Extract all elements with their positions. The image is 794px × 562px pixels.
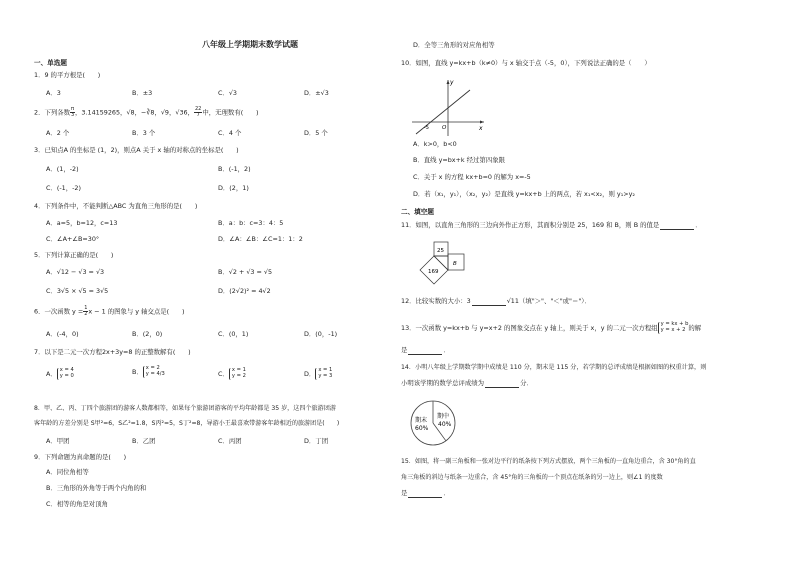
q1-option-d: D．±√3 — [304, 89, 329, 97]
question-8-line-1: 8．甲、乙、丙、丁四个旅游团的游客人数都相等，如果每个旅游团游客的平均年龄都是 35 岁，这四个旅游团游 — [34, 405, 336, 412]
slice-value-midterm: 40% — [438, 421, 452, 428]
answer-blank[interactable] — [408, 348, 442, 355]
area-label-169: 169 — [428, 269, 439, 275]
section-fill-blank: 二、填空题 — [401, 208, 434, 216]
q4-option-c: C．∠A+∠B=30° — [46, 235, 100, 243]
answer-blank[interactable] — [408, 491, 442, 498]
q5-option-c: C．3√5 × √5 = 3√5 — [46, 287, 109, 295]
answer-blank[interactable] — [472, 299, 506, 306]
slice-value-final: 60% — [415, 425, 429, 432]
q7-option-b: B． x = 2 y = 4/3 — [132, 365, 165, 377]
question-1: 1．9 的平方根是( ) — [34, 71, 101, 79]
q9-option-c: C．相等的角是对顶角 — [46, 500, 108, 508]
q4-option-b: B．a：b：c=3：4：5 — [218, 219, 284, 227]
q9-option-b: B．三角形的外角等于两个内角的和 — [46, 484, 147, 492]
question-3: 3．已知点A 的坐标是 (1，2)，则点A 关于 x 轴的对称点的坐标是( ) — [34, 146, 239, 154]
y-label: y — [450, 79, 454, 86]
equation-system: x = 2 y = 4/3 — [143, 366, 165, 378]
q2-option-a: A．2 个 — [46, 129, 70, 137]
q10-option-d: D．若（x₁，y₁），（x₂，y₂）是直线 y=kx+b 上的两点，若 x₁<x₂，则 y₁>y₂ — [413, 190, 635, 198]
section-single-choice: 一、单选题 — [34, 59, 67, 67]
q9-option-a: A．同位角相等 — [46, 468, 89, 476]
q6-option-c: C．(0，1) — [218, 330, 249, 338]
q5-option-d: D．(2√2)² = 4√2 — [218, 287, 271, 295]
q4-option-a: A．a=5，b=12，c=13 — [46, 219, 118, 227]
question-8-line-2: 客年龄的方差分别是 S甲²=6，S乙²=1.8，S丙²=5，S丁²=8，导游小王最喜欢带游客年龄相近的旅游团是( ) — [34, 420, 340, 427]
q3-option-c: C．(-1，-2) — [46, 184, 81, 192]
q3-option-b: B．(-1，2) — [218, 165, 251, 173]
q10-option-c: C．关于 x 的方程 kx+b=0 的解为 x=-5 — [413, 173, 531, 181]
q14-weight-pie-chart — [408, 398, 458, 448]
question-4: 4．下列条件中，不能判断△ABC 为直角三角形的是( ) — [34, 202, 198, 210]
question-15-line-2: 角三角板的斜边与纸条一边重合，含 45°角的三角板的一个顶点在纸条的另一边上，则∠1 的度数 — [401, 474, 663, 481]
answer-blank[interactable] — [660, 223, 694, 230]
question-7: 7．以下是二元一次方程2x+3y=8 的正整数解有( ) — [34, 348, 191, 356]
question-11: 11．如图，以直角三角形的三边向外作正方形，其面积分别是 25，169 和 B，则 B 的值是 ． — [401, 221, 702, 229]
q5-option-b: B．√2 + √3 = √5 — [218, 268, 273, 276]
question-2: 2．下列各数 $\frac{\pi}{3}$ ，3.14159265，√8，−∛8，√9，√36， $\frac{22}{7}$ 中，无理数有( ) — [34, 106, 259, 118]
question-12: 12．比较实数的大小：3 √11（填"＞"、"＜"或"＝"）． — [401, 297, 591, 305]
fraction: $\frac{22}{7}$ — [195, 106, 202, 118]
q1-option-b: B．±3 — [132, 89, 153, 97]
question-6: 6．一次函数 y = $\frac{1}{2}$ x − 1 的图象与 y 轴交点是( ) — [34, 305, 185, 317]
equation-system: x = 1 y = 2 — [229, 368, 246, 380]
q8-option-a: A．甲团 — [46, 437, 70, 445]
slice-label-final: 期末 — [415, 417, 428, 424]
q8-option-b: B．乙团 — [132, 437, 156, 445]
q7-option-d: D． x = 1 y = 3 — [304, 367, 333, 379]
area-label-b: B — [453, 261, 457, 267]
q9-option-d: D．全等三角形的对应角相等 — [413, 41, 495, 49]
q4-option-d: D．∠A：∠B：∠C=1：1：2 — [218, 235, 303, 243]
q2-option-b: B．3 个 — [132, 129, 156, 137]
x-label: x — [479, 125, 483, 132]
q10-option-b: B．直线 y=bx+k 经过第四象限 — [413, 156, 505, 164]
q8-option-c: C．丙团 — [218, 437, 242, 445]
origin-label: O — [442, 125, 447, 131]
question-14-line-1: 14．小明八年级上学期数学期中成绩是 110 分，期末是 115 分，若学期的总评成绩是根据如图的权重计算，则 — [401, 364, 707, 371]
slice-label-midterm: 期中 — [437, 413, 450, 420]
equation-system: x = 4 y = 0 — [57, 368, 74, 380]
question-9: 9．下列命题为真命题的是( ) — [34, 453, 127, 461]
q1-option-a: A．3 — [46, 89, 61, 97]
q7-option-c: C． x = 1 y = 2 — [218, 367, 246, 379]
q8-option-d: D．丁团 — [304, 437, 329, 445]
question-10: 10．如图，直线 y=kx+b（k≠0）与 x 轴交于点（-5，0），下列说法正确的是（ ） — [401, 59, 651, 67]
q6-option-a: A．(-4，0) — [46, 330, 79, 338]
equation-system: x = 1 y = 3 — [315, 368, 332, 380]
q1-option-c: C．√3 — [218, 89, 237, 97]
q6-option-b: B．(2，0) — [132, 330, 163, 338]
fraction: $\frac{\pi}{3}$ — [70, 106, 75, 118]
question-15-line-3: 是 ． — [401, 489, 450, 497]
fraction: $\frac{1}{2}$ — [84, 305, 88, 317]
q5-option-a: A．√12 − √3 = √3 — [46, 268, 105, 276]
q2-option-c: C．4 个 — [218, 129, 242, 137]
q11-squares-figure — [404, 238, 476, 290]
q10-line-graph — [408, 76, 488, 138]
q7-option-a: A． x = 4 y = 0 — [46, 367, 74, 379]
x-arrow-icon — [480, 121, 484, 124]
question-14-line-2: 小明该学期的数学总评成绩为 分． — [401, 379, 533, 387]
q3-option-a: A．(1，-2) — [46, 165, 79, 173]
equation-system: y = kx + b y = x + 2 — [658, 322, 689, 334]
area-label-25: 25 — [437, 248, 444, 254]
q10-option-a: A．k>0，b<0 — [413, 140, 457, 148]
question-15-line-1: 15．如图，将一副三角板和一张对边平行的纸条按下列方式摆放，两个三角板的一直角边重合，含 30°角的直 — [401, 458, 696, 465]
q2-option-d: D．5 个 — [304, 129, 328, 137]
q3-option-d: D．(2，1) — [218, 184, 249, 192]
question-13-line-2: 是 ． — [401, 346, 450, 354]
question-5: 5．下列计算正确的是( ) — [34, 251, 114, 259]
page-title: 八年级上学期期末数学试题 — [202, 40, 298, 49]
q6-option-d: D．(0，-1) — [304, 330, 338, 338]
answer-blank[interactable] — [485, 381, 519, 388]
tick-label: -5 — [424, 125, 429, 131]
question-13: 13．一次函数 y=kx+b 与 y=x+2 的图象交点在 y 轴上，则关于 x，y 的二元一次方程组 y = kx + b y = x + 2 的解 — [401, 321, 702, 333]
